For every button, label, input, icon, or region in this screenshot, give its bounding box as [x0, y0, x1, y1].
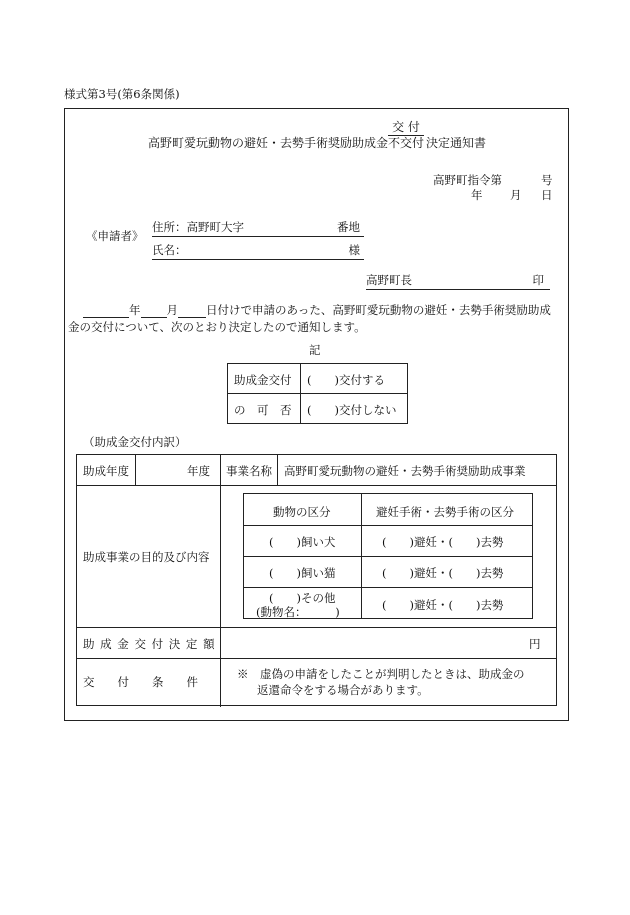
body-line-2: 金の交付について、次のとおり決定したので通知します。 [68, 320, 366, 334]
date-day: 日 [541, 188, 553, 202]
applicant-label: 《申請者》 [86, 229, 144, 243]
blank-month [141, 305, 167, 318]
title-option-deny: 不交付 [388, 136, 425, 150]
date-month: 月 [510, 188, 522, 202]
mayor-signature-line [366, 272, 550, 290]
document-title-suffix: 決定通知書 [426, 136, 487, 150]
animal-table [243, 493, 533, 619]
surgery-header: 避妊手術・去勢手術の区分 [376, 505, 514, 519]
name-suffix: 様 [348, 243, 360, 257]
decision-label-top: 助成金交付 [234, 373, 292, 387]
decision-label-bottom: の 可 否 [234, 403, 292, 417]
amount-unit: 円 [529, 637, 541, 651]
address-suffix: 番地 [337, 220, 360, 234]
blank-era-year [83, 305, 129, 318]
decision-table [227, 363, 408, 424]
title-option-fraction [388, 120, 424, 151]
date-year: 年 [471, 188, 483, 202]
applicant-name-field [152, 242, 364, 260]
body-text: 日付けで申請のあった、高野町愛玩動物の避妊・去勢手術奨励助成 [206, 303, 551, 317]
surgery-cat: ( )避妊・( )去勢 [382, 566, 504, 580]
form-id: 様式第3号(第6条関係) [64, 87, 180, 101]
applicant-address-field [152, 219, 364, 237]
name-label: 氏名： [152, 243, 187, 257]
decision-option-grant: ( )交付する [307, 373, 385, 387]
body-line-1 [83, 302, 551, 318]
address-label: 住所：高野町大字 [152, 220, 244, 234]
ki-mark: 記 [309, 343, 321, 357]
project-name-label: 事業名称 [226, 464, 272, 478]
animal-cat: ( )飼い猫 [269, 566, 336, 580]
animal-other: ( )その他 [269, 591, 336, 605]
breakdown-label: （助成金交付内訳） [83, 435, 187, 449]
surgery-other: ( )避妊・( )去勢 [382, 598, 504, 612]
document-title: 高野町愛玩動物の避妊・去勢手術奨励助成金 [148, 136, 389, 150]
fiscal-year-unit: 年度 [187, 464, 210, 478]
mayor-label: 高野町長 [366, 273, 412, 287]
decision-option-deny: ( )交付しない [307, 403, 397, 417]
body-year: 年 [129, 303, 141, 317]
fiscal-year-label: 助成年度 [83, 464, 129, 478]
blank-day [178, 305, 206, 318]
conditions-line-2: 返還命令をする場合があります。 [257, 683, 429, 697]
document-number-suffix: 号 [541, 173, 553, 187]
surgery-dog: ( )避妊・( )去勢 [382, 535, 504, 549]
conditions-label: 交 付 条 件 [83, 675, 198, 689]
document-number [433, 172, 553, 188]
document-number-prefix: 高野町指令第 [433, 173, 502, 187]
conditions-line-1: ※ 虚偽の申請をしたことが判明したときは、助成金の [237, 667, 525, 681]
project-name: 高野町愛玩動物の避妊・去勢手術奨励助成事業 [284, 464, 526, 478]
title-option-grant: 交 付 [388, 120, 424, 136]
amount-label: 助 成 金 交 付 決 定 額 [83, 637, 216, 651]
animal-header: 動物の区分 [273, 505, 331, 519]
animal-dog: ( )飼い犬 [269, 535, 336, 549]
body-month: 月 [166, 303, 178, 317]
purpose-label: 助成事業の目的及び内容 [83, 550, 210, 564]
animal-other-name: (動物名： ) [256, 605, 340, 619]
seal-mark: 印 [532, 273, 544, 287]
